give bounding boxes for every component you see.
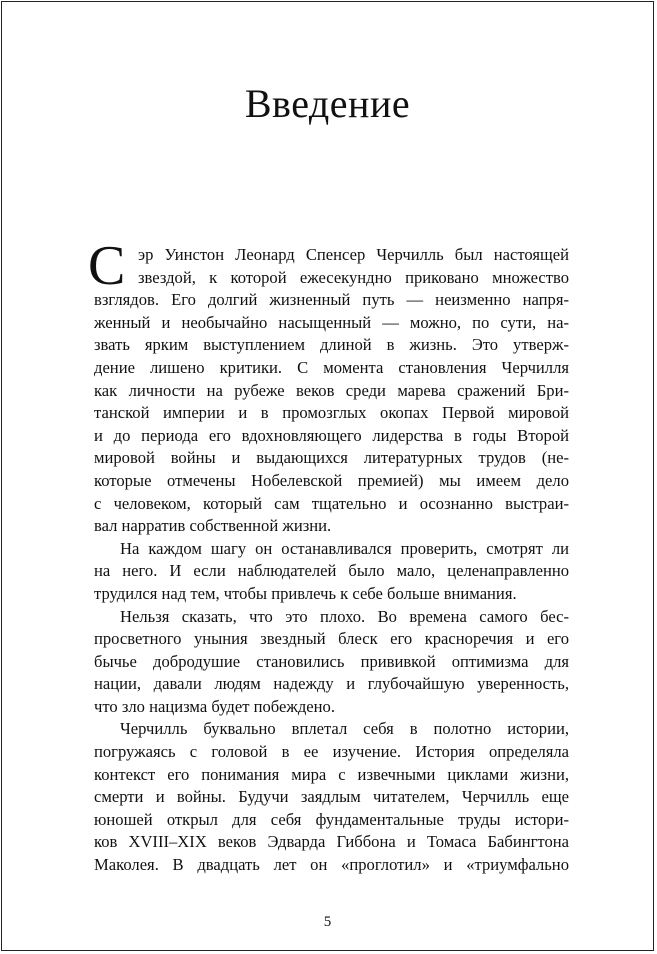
text-line: ков XVIII–XIX веков Эдварда Гиббона и Томаса Бабингтона	[94, 832, 569, 852]
text-line: которые отмечены Нобелевской премией) мы имеем дело	[94, 470, 569, 490]
text-line: и до периода его вдохновляющего лидерства в годы Второй	[94, 425, 569, 445]
text-line: дение лишено критики. С момента становления Черчилля	[94, 357, 569, 377]
text-line: Нельзя сказать, что это плохо. Во времена самого бес-	[120, 606, 569, 626]
drop-cap: С	[88, 235, 126, 297]
body-text	[88, 235, 569, 877]
chapter-title: Введение	[244, 81, 411, 126]
text-line: трудился над тем, чтобы привлечь к себе больше внимания.	[94, 583, 517, 603]
text-line: танской империи и в промозглых окопах Первой мировой	[94, 403, 569, 423]
text-line: контекст его понимания мира с извечными циклами жизни,	[94, 764, 569, 784]
text-line: взглядов. Его долгий жизненный путь — неизменно напря-	[94, 290, 569, 310]
text-line: на него. И если наблюдателей было мало, целенаправленно	[94, 561, 569, 581]
text-line: смерти и войны. Будучи заядлым читателем, Черчилль еще	[94, 787, 569, 807]
text-line: эр Уинстон Леонард Спенсер Черчилль был настоящей	[138, 245, 569, 264]
text-line: Черчилль буквально вплетал себя в полотно истории,	[120, 719, 569, 739]
text-line: женный и необычайно насыщенный — можно, по сути, на-	[94, 312, 569, 332]
text-line: что зло нацизма будет побеждено.	[94, 696, 335, 716]
text-line: Маколея. В двадцать лет он «проглотил» и «триумфально	[94, 855, 569, 875]
text-line: бычье добродушие становились прививкой оптимизма для	[94, 651, 569, 671]
text-line: погружаясь с головой в ее изучение. История определяла	[94, 742, 569, 762]
text-line: с человеком, который сам тщательно и осознанно выстраи-	[94, 493, 569, 513]
text-line: звать ярким выступлением длиной в жизнь. Это утверж-	[94, 335, 569, 355]
page-number: 5	[323, 914, 332, 930]
text-line: юношей открыл для себя фундаментальные труды истори-	[94, 809, 569, 829]
book-page	[1, 1, 654, 951]
text-line: вал нарратив собственной жизни.	[94, 516, 332, 536]
text-line: просветного уныния звездный блеск его красноречия и его	[94, 629, 569, 649]
text-line: как личности на рубеже веков среди марева сражений Бри-	[94, 380, 569, 400]
text-line: На каждом шагу он останавливался проверить, смотрят ли	[120, 538, 569, 558]
text-line: мировой войны и выдающихся литературных трудов (не-	[94, 448, 569, 468]
text-line: звездой, к которой ежесекундно приковано множество	[138, 267, 569, 287]
text-line: нации, давали людям надежду и глубочайшую уверенность,	[94, 674, 569, 694]
